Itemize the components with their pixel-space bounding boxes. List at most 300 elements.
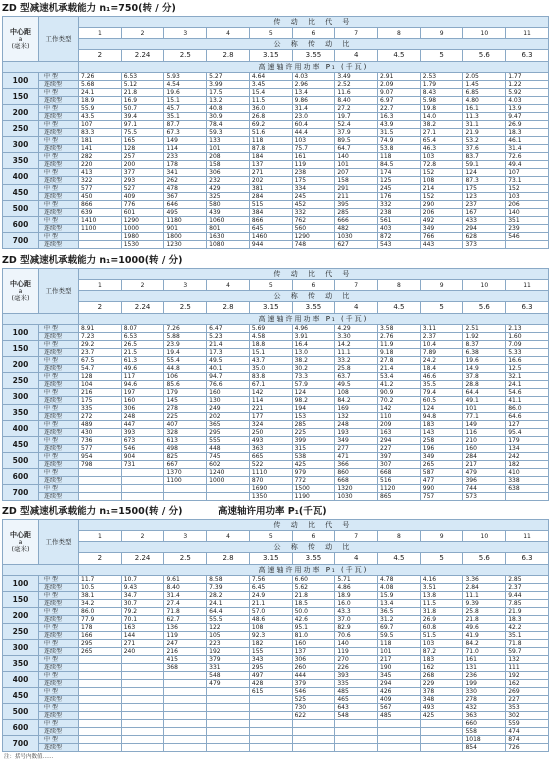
power-value [79,680,122,688]
power-value: 43.9 [378,121,421,129]
nominal-ratio-label: 公 称 传 动 比 [79,39,549,50]
center-distance-value: 600 [3,469,39,485]
table-row [3,201,549,209]
power-value: 114 [249,397,292,405]
power-value: 35.0 [249,365,292,373]
ratio-code: 5 [249,280,292,291]
power-value: 396 [463,477,506,485]
power-value: 425 [292,461,335,469]
header-spacer [3,62,79,73]
power-value: 2.84 [463,584,506,592]
power-value: 525 [292,696,335,704]
work-type-continuous: 连续型 [39,209,79,217]
power-value: 381 [249,185,292,193]
power-value: 426 [378,688,421,696]
nominal-ratio: 6.3 [506,302,549,314]
power-value: 407 [164,421,207,429]
power-value: 11.1 [463,592,506,600]
power-value: 332 [378,201,421,209]
power-value: 271 [121,640,164,648]
work-type-continuous: 连续型 [39,600,79,608]
power-value: 41.2 [378,381,421,389]
power-value: 117 [121,373,164,381]
header-row-power [3,62,549,73]
power-value: 48.6 [249,616,292,624]
power-value: 348 [420,696,463,704]
ratio-code: 2 [121,531,164,542]
power-value: 24.1 [506,381,549,389]
table-row [3,608,549,616]
power-value: 21.4 [207,341,250,349]
work-type-continuous: 连续型 [39,744,79,752]
power-value: 744 [463,485,506,493]
table-row [3,453,549,461]
power-value: 560 [292,225,335,233]
power-value [79,696,122,704]
power-value: 103 [420,153,463,161]
power-value: 18.8 [249,341,292,349]
work-type-medium: 中 型 [39,405,79,413]
work-type-medium: 中 型 [39,469,79,477]
ratio-code: 5 [249,28,292,39]
power-value: 132 [506,656,549,664]
power-value: 217 [378,656,421,664]
power-value: 223 [207,640,250,648]
power-value: 1190 [292,493,335,501]
work-type-medium: 中 型 [39,325,79,333]
table-row [3,225,549,233]
power-value: 870 [249,477,292,485]
table-row [3,696,549,704]
power-value: 798 [79,461,122,469]
power-value: 425 [420,712,463,720]
power-value: 55.9 [79,105,122,113]
center-distance-value: 150 [3,592,39,608]
power-value: 36.0 [249,105,292,113]
power-value: 324 [249,421,292,429]
power-value: 284 [249,193,292,201]
work-type-continuous: 连续型 [39,429,79,437]
power-value: 543 [378,241,421,249]
power-value: 757 [420,493,463,501]
ratio-code: 10 [463,531,506,542]
power-value: 548 [207,672,250,680]
power-value: 101 [463,405,506,413]
power-value [121,688,164,696]
work-type-medium: 中 型 [39,169,79,177]
power-label: 高速轴许用功率 P₁ (千瓦) [79,314,549,325]
power-value: 21.8 [121,89,164,97]
power-value: 59.7 [506,648,549,656]
power-value: 613 [164,437,207,445]
power-value: 3.36 [463,576,506,584]
power-value: 527 [121,185,164,193]
power-value: 8.43 [420,89,463,97]
power-value: 202 [207,413,250,421]
power-value: 10.4 [420,341,463,349]
table-row [3,592,549,600]
power-value: 3.99 [207,81,250,89]
power-value: 638 [506,485,549,493]
power-value: 5.92 [506,89,549,97]
power-value: 42.2 [506,624,549,632]
power-value: 1.22 [506,81,549,89]
capacity-table [2,519,549,752]
power-value: 216 [79,389,122,397]
header-row-ratios [3,553,549,565]
power-value: 272 [79,413,122,421]
power-value: 403 [378,225,421,233]
power-value: 315 [292,445,335,453]
table-row [3,177,549,185]
power-value: 522 [249,461,292,469]
table-row [3,624,549,632]
power-value: 11.7 [79,576,122,584]
capacity-table [2,268,549,501]
power-value: 1100 [164,477,207,485]
center-distance-value: 200 [3,608,39,624]
power-value: 2.51 [463,325,506,333]
work-type-continuous: 连续型 [39,461,79,469]
power-value: 38.1 [79,592,122,600]
power-value: 2.85 [506,576,549,584]
center-distance-value: 500 [3,453,39,469]
nominal-ratio: 3.15 [249,302,292,314]
power-value: 175 [79,397,122,405]
power-value: 87.8 [249,145,292,153]
center-distance-value: 400 [3,169,39,185]
power-value: 190 [378,664,421,672]
ratio-code: 1 [79,28,122,39]
power-value: 207 [335,169,378,177]
center-distance-value: 350 [3,656,39,672]
nominal-ratio: 4.5 [378,50,421,62]
power-value: 485 [335,688,378,696]
power-value: 10.5 [79,584,122,592]
power-value: 119 [292,161,335,169]
power-value: 124 [292,389,335,397]
power-value: 128 [121,145,164,153]
center-distance-value: 250 [3,373,39,389]
power-value: 415 [164,656,207,664]
power-value: 160 [121,397,164,405]
power-value: 5.93 [164,73,207,81]
power-value: 26.9 [506,121,549,129]
table-row [3,169,549,177]
power-value: 331 [207,664,250,672]
center-distance-symbol: a [18,538,23,546]
power-value: 87.7 [164,121,207,129]
center-distance-value: 150 [3,341,39,357]
power-value [420,720,463,728]
power-value: 3.11 [420,325,463,333]
work-type-medium: 中 型 [39,720,79,728]
table-row [3,720,549,728]
center-distance-header [3,520,39,565]
work-type-continuous: 连续型 [39,616,79,624]
power-value: 397 [378,453,421,461]
power-value: 15.4 [249,89,292,97]
power-value: 18.9 [79,97,122,105]
power-value: 854 [463,744,506,752]
power-value: 95.4 [506,429,549,437]
ratio-code: 3 [164,28,207,39]
power-value: 208 [207,153,250,161]
power-value: 7.26 [164,325,207,333]
power-value: 558 [463,728,506,736]
power-value: 11.3 [463,113,506,121]
power-value: 443 [420,241,463,249]
power-value: 202 [249,177,292,185]
power-value: 379 [292,680,335,688]
power-value: 50.0 [292,608,335,616]
power-value: 27.2 [335,105,378,113]
power-value: 209 [378,421,421,429]
power-value: 245 [292,193,335,201]
nominal-ratio: 3.15 [249,553,292,565]
power-value: 46.3 [420,145,463,153]
power-value: 249 [207,405,250,413]
power-value: 328 [164,429,207,437]
power-value: 32.1 [506,373,549,381]
power-value: 225 [164,413,207,421]
power-value: 11.5 [420,600,463,608]
power-value: 64.7 [335,145,378,153]
power-value: 103 [292,137,335,145]
power-value: 119 [335,648,378,656]
table-row [3,744,549,752]
power-value: 268 [420,672,463,680]
power-value [207,712,250,720]
work-type-medium: 中 型 [39,421,79,429]
power-value [249,744,292,752]
work-type-continuous: 连续型 [39,680,79,688]
power-value: 1690 [249,485,292,493]
power-value: 2.91 [378,73,421,81]
center-distance-value: 100 [3,325,39,341]
work-type-medium: 中 型 [39,437,79,445]
power-value: 141 [79,145,122,153]
power-value: 31.4 [164,592,207,600]
power-value [121,744,164,752]
work-type-medium: 中 型 [39,453,79,461]
table-row [3,73,549,81]
power-value [164,744,207,752]
power-value: 265 [420,461,463,469]
power-value: 4.16 [420,576,463,584]
table-row [3,217,549,225]
power-value [79,493,122,501]
power-value: 365 [207,421,250,429]
power-value: 89.5 [335,137,378,145]
power-value: 349 [420,453,463,461]
center-distance-value: 150 [3,89,39,105]
power-value [121,736,164,744]
ratio-code-label: 传 动 比 代 号 [79,520,549,531]
power-value: 278 [463,696,506,704]
power-value [378,720,421,728]
header-row-ratios [3,50,549,62]
power-value [121,656,164,664]
table-row [3,153,549,161]
power-value: 515 [249,201,292,209]
table-title-text: ZD 型减速机承载能力 n₁=750(转 / 分) [2,3,176,14]
power-value: 49.6 [463,624,506,632]
power-value: 53.4 [378,373,421,381]
power-value [79,656,122,664]
power-value: 95.1 [292,624,335,632]
power-value: 38.2 [420,121,463,129]
power-value: 409 [378,696,421,704]
table-row [3,688,549,696]
table-title-text: ZD 型减速机承载能力 n₁=1000(转 / 分) [2,255,183,266]
power-value: 495 [164,209,207,217]
power-value: 152 [420,193,463,201]
power-value: 107 [506,169,549,177]
power-value: 108 [420,177,463,185]
ratio-code: 8 [378,531,421,542]
power-value: 433 [463,217,506,225]
power-value [207,688,250,696]
power-value: 210 [463,437,506,445]
power-value: 220 [79,161,122,169]
power-value: 124 [463,169,506,177]
power-value: 555 [207,437,250,445]
work-type-continuous: 连续型 [39,664,79,672]
power-value: 107 [79,121,122,129]
power-value: 192 [506,672,549,680]
power-value: 577 [79,445,122,453]
power-value: 3.45 [249,81,292,89]
power-value: 302 [506,712,549,720]
nominal-ratio: 5.6 [463,50,506,62]
power-value: 160 [207,389,250,397]
power-value: 134 [506,445,549,453]
power-value: 200 [121,161,164,169]
power-value: 14.2 [335,341,378,349]
work-type-continuous: 连续型 [39,365,79,373]
power-value: 22.7 [378,105,421,113]
power-value: 1000 [207,477,250,485]
table-subtitle-text: 高速轴许用功率 P₁(千瓦) [218,506,327,517]
power-value: 53.8 [378,145,421,153]
power-value: 43.7 [249,357,292,365]
work-type-continuous: 连续型 [39,493,79,501]
power-value: 9.47 [506,113,549,121]
ratio-code: 7 [335,531,378,542]
power-value: 766 [420,233,463,241]
power-value: 71.8 [506,640,549,648]
power-value: 9.44 [506,592,549,600]
power-value: 465 [335,696,378,704]
power-value: 1.60 [506,333,549,341]
power-value: 34.7 [121,592,164,600]
ratio-code: 6 [292,280,335,291]
power-value [79,241,122,249]
power-value: 482 [335,225,378,233]
power-value: 15.1 [249,349,292,357]
header-row-power [3,565,549,576]
header-row-codes [3,269,549,280]
power-value: 52.4 [335,121,378,129]
power-value: 954 [79,453,122,461]
power-value: 65.4 [420,137,463,145]
power-value: 307 [378,461,421,469]
power-value [207,728,250,736]
table-row [3,113,549,121]
power-value: 84.2 [463,640,506,648]
ratio-code: 11 [506,531,549,542]
power-value: 45.7 [164,105,207,113]
table-row [3,648,549,656]
power-value [420,744,463,752]
power-value: 2.09 [378,81,421,89]
power-value [249,736,292,744]
power-value: 193 [335,429,378,437]
power-value: 44.4 [292,129,335,137]
power-value: 227 [378,445,421,453]
table-row [3,413,549,421]
power-value: 2.05 [463,73,506,81]
section-1000rpm [0,254,550,501]
power-value: 111 [506,664,549,672]
power-value [79,233,122,241]
power-value: 291 [335,185,378,193]
power-value: 1000 [121,225,164,233]
power-value: 206 [506,201,549,209]
power-value: 7.09 [506,341,549,349]
power-value: 114 [164,145,207,153]
power-value: 306 [207,169,250,177]
power-value: 16.9 [121,97,164,105]
power-value: 730 [292,704,335,712]
power-value: 1290 [292,233,335,241]
power-value: 762 [292,217,335,225]
table-title-text: ZD 型减速机承载能力 n₁=1500(转 / 分) [2,506,183,517]
power-value: 83.7 [463,153,506,161]
power-value: 573 [463,493,506,501]
power-value: 158 [335,177,378,185]
power-value: 801 [207,225,250,233]
table-row [3,736,549,744]
power-value: 131 [463,664,506,672]
power-value [121,728,164,736]
table-row [3,333,549,341]
nominal-ratio: 6.3 [506,50,549,62]
power-value: 178 [164,161,207,169]
power-value: 35.1 [506,632,549,640]
power-value: 63.7 [335,373,378,381]
power-value: 9.86 [292,97,335,105]
power-value: 293 [121,177,164,185]
nominal-ratio-label: 公 称 传 动 比 [79,542,549,553]
ratio-code: 3 [164,280,207,291]
center-distance-value: 300 [3,137,39,153]
power-value: 5.12 [121,81,164,89]
power-value: 84.5 [378,161,421,169]
power-value: 18.3 [506,616,549,624]
table-row [3,461,549,469]
ratio-code: 7 [335,28,378,39]
power-value: 21.5 [121,349,164,357]
power-value: 214 [420,185,463,193]
header-row-nominal [3,542,549,553]
power-value: 27.8 [378,357,421,365]
power-value: 1350 [249,493,292,501]
header-row-code-values [3,28,549,39]
power-value: 489 [79,421,122,429]
nominal-ratio: 5 [420,553,463,565]
